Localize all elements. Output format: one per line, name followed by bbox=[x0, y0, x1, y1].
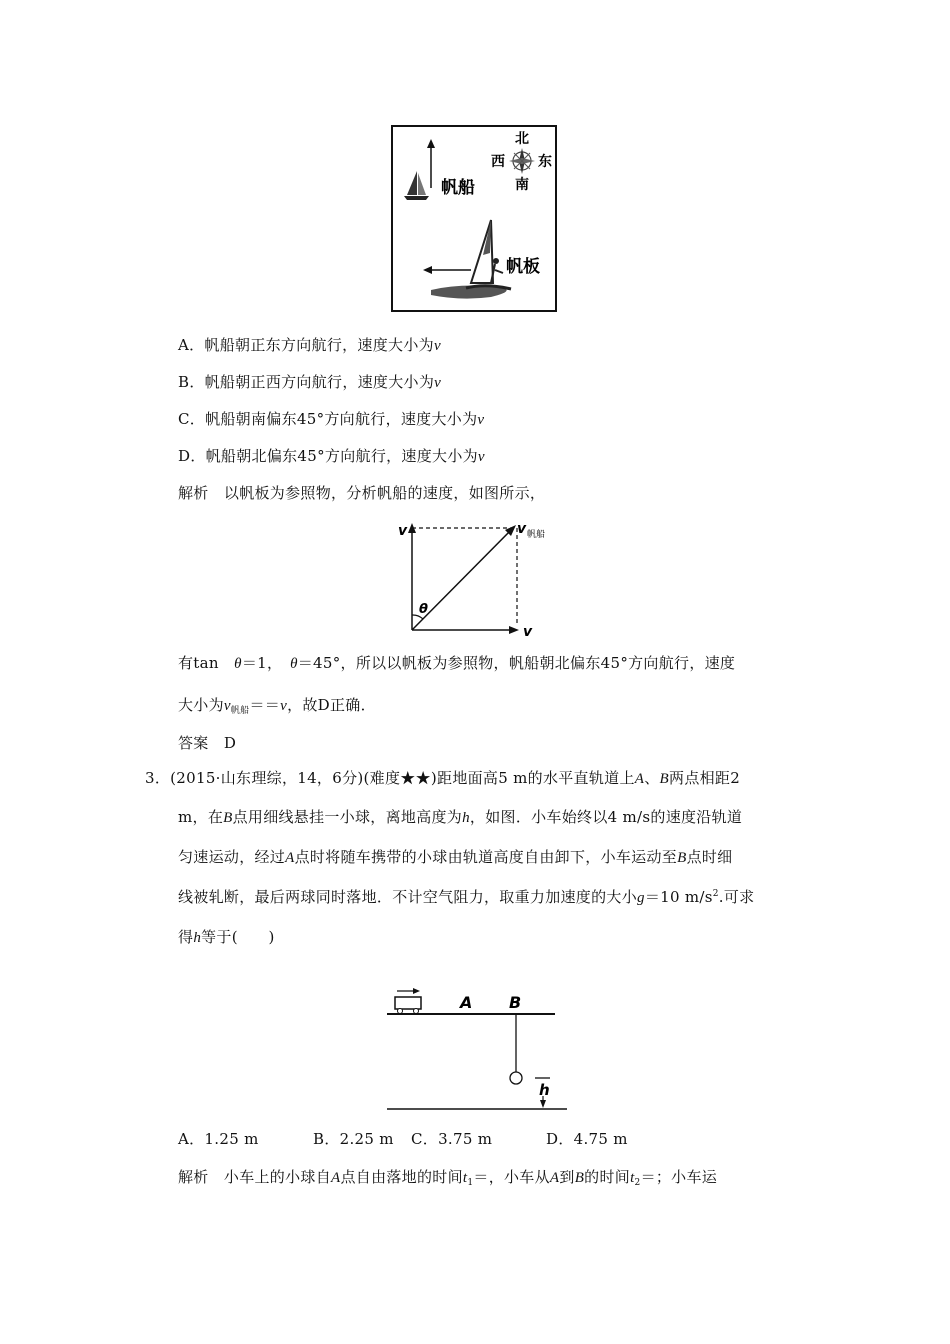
answer-1: 答案 D bbox=[178, 734, 237, 752]
height-label: h bbox=[539, 1081, 550, 1099]
compass-south: 南 bbox=[515, 177, 529, 193]
sailboat-label: 帆船 bbox=[441, 178, 475, 198]
option-3a: A．1.25 m bbox=[178, 1130, 259, 1148]
option-a: A．帆船朝正东方向航行，速度大小为v bbox=[178, 336, 441, 354]
q3-line-1: 3．(2015·山东理综，14，6分)(难度★★)距地面高5 m的水平直轨道上A、B两点相距2 bbox=[145, 769, 741, 787]
sail-figure bbox=[391, 125, 557, 312]
point-b-label: B bbox=[509, 993, 522, 1012]
theta-label: θ bbox=[419, 602, 428, 617]
option-3b: B．2.25 m bbox=[313, 1130, 394, 1148]
track-figure bbox=[385, 985, 570, 1115]
q3-line-2: m，在B点用细线悬挂一小球，离地高度为h，如图．小车始终以4 m/s的速度沿轨道 bbox=[178, 808, 743, 826]
cart-icon bbox=[395, 988, 421, 1014]
option-d: D．帆船朝北偏东45°方向航行，速度大小为v bbox=[178, 447, 485, 465]
point-a-label: A bbox=[460, 993, 473, 1012]
v-boat-sub: 帆船 bbox=[527, 530, 546, 540]
v-bottom-label: v bbox=[523, 624, 533, 640]
analysis-3: 解析 小车上的小球自A点自由落地的时间$t_1=$，小车从A到B的时间$t_2=$；小车运 bbox=[178, 1168, 718, 1188]
options-3 bbox=[178, 1128, 628, 1149]
compass-east: 东 bbox=[538, 154, 552, 170]
tan-line: 有tan θ＝1， θ＝45°，所以以帆板为参照物，帆船朝北偏东45°方向航行，速度 bbox=[178, 654, 736, 672]
windsurf-label: 帆板 bbox=[506, 257, 540, 277]
analysis-1: 解析 以帆板为参照物，分析帆船的速度，如图所示， bbox=[178, 484, 546, 502]
q3-line-5: 得h等于( ) bbox=[178, 928, 275, 946]
compass-west: 西 bbox=[491, 154, 505, 170]
hanging-ball bbox=[510, 1072, 522, 1084]
v-boat-label: v bbox=[517, 521, 527, 537]
q3-line-3: 匀速运动，经过A点时将随车携带的小球由轨道高度自由卸下，小车运动至B点时细 bbox=[178, 848, 733, 866]
option-3c: C．3.75 m bbox=[411, 1130, 493, 1148]
option-3d: D．4.75 m bbox=[546, 1130, 628, 1148]
v-top-label: v bbox=[398, 523, 408, 539]
q3-line-4: 线被轧断，最后两球同时落地．不计空气阻力，取重力加速度的大小g＝10 $m/s^2$.可求 bbox=[178, 888, 755, 906]
size-line: 大小为$v_{帆船}==v$，故D正确． bbox=[178, 696, 376, 716]
velocity-figure bbox=[395, 515, 555, 640]
compass-north: 北 bbox=[515, 131, 529, 147]
option-b: B．帆船朝正西方向航行，速度大小为v bbox=[178, 373, 442, 391]
option-c: C．帆船朝南偏东45°方向航行，速度大小为v bbox=[178, 410, 485, 428]
